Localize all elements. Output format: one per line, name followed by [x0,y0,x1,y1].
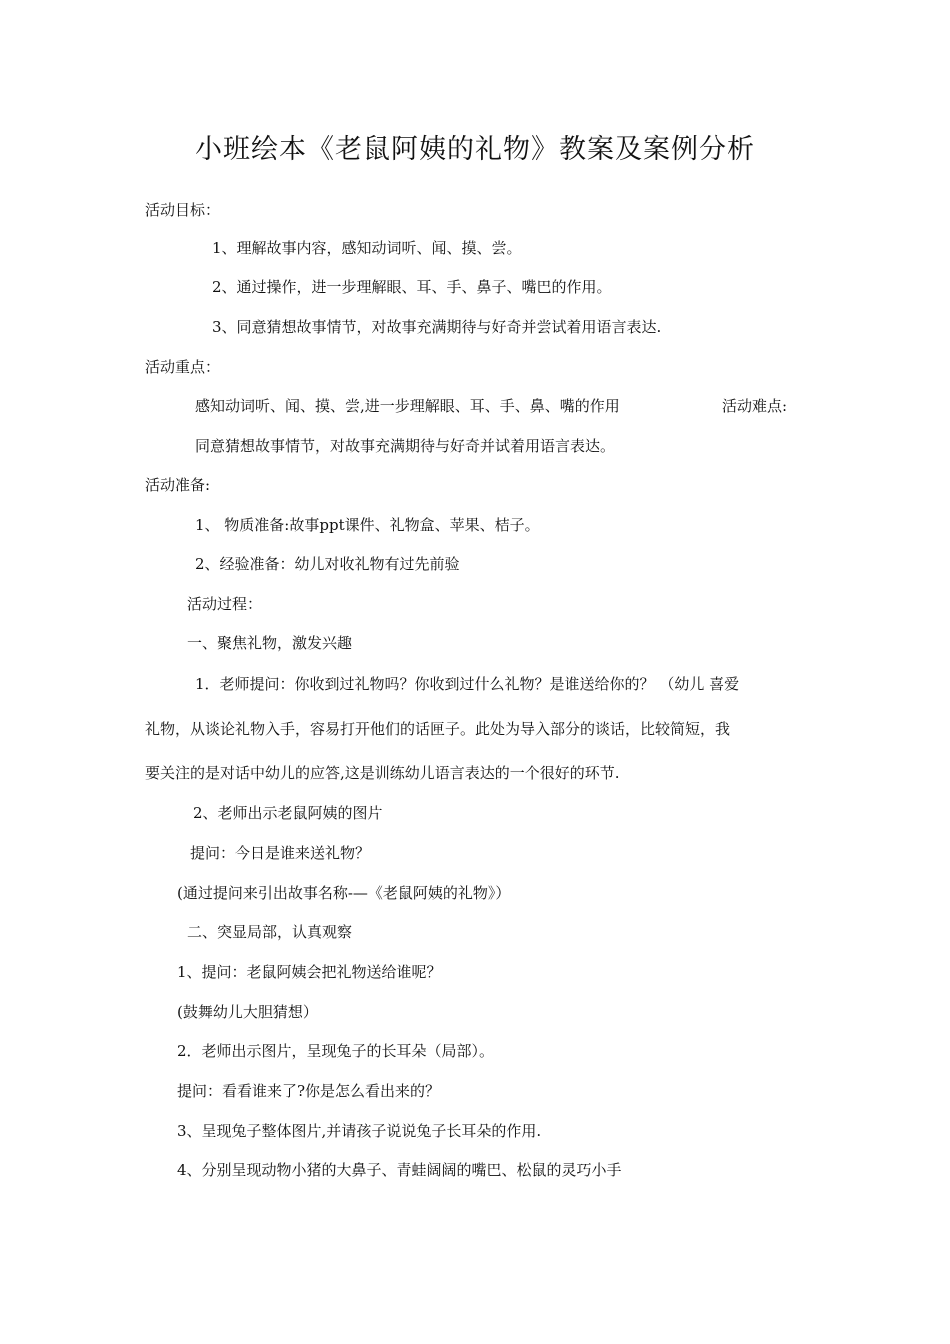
section-heading-process: 活动过程： [187,595,263,613]
process-item: 4、分别呈现动物小猪的大鼻子、青蛙阔阔的嘴巴、松鼠的灵巧小手 [177,1161,622,1179]
section-heading-preparation: 活动准备: [145,476,211,494]
objective-item-3: 3、同意猜想故事情节，对故事充满期待与好奇并尝试着用语言表达. [212,318,662,336]
process-step-2-heading: 二、突显局部，认真观察 [187,923,353,941]
process-item: 1、提问：老鼠阿姨会把礼物送给谁呢？ [177,963,442,981]
process-note: (鼓舞幼儿大胆猜想） [177,1003,318,1021]
process-note: (通过提问来引出故事名称-—《老鼠阿姨的礼物》） [177,884,511,902]
section-heading-difficulty: 活动难点: [722,397,788,415]
objective-item-1: 1、理解故事内容，感知动词听、闻、摸、尝。 [212,239,522,257]
document-title: 小班绘本《老鼠阿姨的礼物》教案及案例分析 [195,134,755,165]
paragraph-line: 礼物，从谈论礼物入手，容易打开他们的话匣子。此处为导入部分的谈话，比较简短，我 [145,720,731,738]
process-step-1-heading: 一、聚焦礼物，激发兴趣 [187,634,353,652]
preparation-item-1: 1、 物质准备:故事ppt课件、礼物盒、苹果、桔子。 [195,516,540,534]
difficulty-text: 同意猜想故事情节，对故事充满期待与好奇并试着用语言表达。 [195,437,616,455]
process-item: 3、呈现兔子整体图片,并请孩子说说兔子长耳朵的作用. [177,1122,542,1140]
section-heading-focus: 活动重点： [145,358,221,376]
focus-text: 感知动词听、闻、摸、尝,进一步理解眼、耳、手、鼻、嘴的作用 [195,397,620,415]
process-item: 2．老师出示图片，呈现兔子的长耳朵（局部）。 [177,1042,495,1060]
paragraph-line: 要关注的是对话中幼儿的应答,这是训练幼儿语言表达的一个很好的环节. [145,764,620,782]
process-item: 2、老师出示老鼠阿姨的图片 [193,804,383,822]
process-question: 提问：看看谁来了?你是怎么看出来的？ [177,1082,441,1100]
preparation-item-2: 2、经验准备：幼儿对收礼物有过先前验 [195,555,460,573]
paragraph-line: 1．老师提问：你收到过礼物吗？你收到过什么礼物？是谁送给你的？ （幼儿 喜爱 [195,675,740,693]
process-question: 提问：今日是谁来送礼物？ [190,844,371,862]
section-heading-objectives: 活动目标： [145,201,221,219]
objective-item-2: 2、通过操作，进一步理解眼、耳、手、鼻子、嘴巴的作用。 [212,278,612,296]
